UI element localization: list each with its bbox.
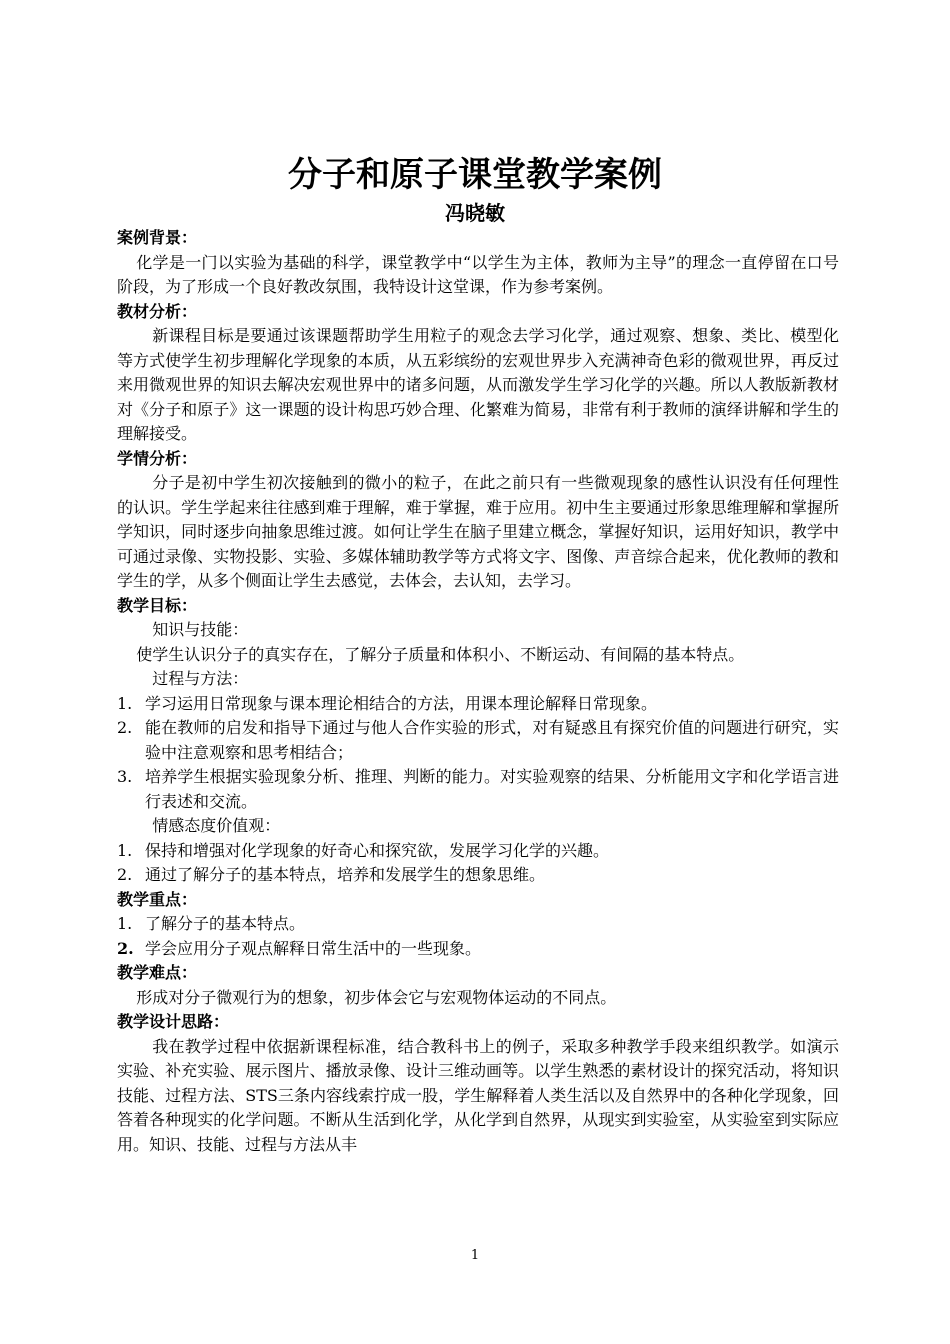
heading-difficulties: 教学难点：: [117, 963, 198, 982]
list-text: 保持和增强对化学现象的好奇心和探究欲，发展学习化学的兴趣。: [145, 840, 610, 860]
document-title: 分子和原子课堂教学案例: [288, 155, 662, 195]
label-knowledge: 知识与技能：: [152, 620, 249, 639]
list-text: 学习运用日常现象与课本理论相结合的方法，用课本理论解释日常现象。: [145, 693, 658, 713]
heading-background: 案例背景：: [117, 228, 198, 247]
label-process: 过程与方法：: [152, 669, 249, 688]
paragraph-students: 分子是初中学生初次接触到的微小的粒子，在此之前只有一些微观现象的感性认识没有任何理性的认识。学生学起来往往感到难于理解，难于掌握，难于应用。初中生主要通过形象思维理解和掌握所学知识，同时逐步向抽象思维过渡。如何让学生在脑子里建立概念，掌握好知识，运用好知识，教学中可通过录像、实物投影、实验、多媒体辅助教学等方式将文字、图像、声音综合起来，优化教师的教和学生的学，从多个侧面让学生去感觉，去体会，去认知，去学习。: [117, 473, 839, 590]
heading-goals: 教学目标：: [117, 595, 198, 615]
heading-material: 教材分析：: [117, 301, 198, 321]
list-item-key-2: [117, 937, 839, 962]
list-text: 了解分子的基本特点。: [145, 914, 306, 933]
paragraph-knowledge: 使学生认识分子的真实存在，了解分子质量和体积小、不断运动、有间隔的基本特点。: [136, 644, 745, 664]
heading-key-points: 教学重点：: [117, 889, 198, 909]
list-text: 培养学生根据实验现象分析、推理、判断的能力。对实验观察的结果、分析能用文字和化学语言进行表述和交流。: [145, 767, 839, 811]
list-number: 1.: [117, 840, 133, 860]
list-number: 2.: [117, 865, 133, 884]
list-item-process-2: [117, 716, 839, 765]
document-body: [117, 226, 839, 1157]
heading-design: 教学设计思路：: [117, 1012, 230, 1031]
list-item-process-3: [117, 765, 839, 814]
list-number: 3.: [117, 767, 133, 786]
author-name: 冯晓敏: [445, 201, 505, 225]
list-text: 学会应用分子观点解释日常生活中的一些现象。: [145, 938, 482, 958]
list-number: 2.: [117, 938, 134, 958]
list-text: 通过了解分子的基本特点，培养和发展学生的想象思维。: [145, 865, 546, 884]
list-item-key-1: [117, 912, 839, 937]
paragraph-difficulties: 形成对分子微观行为的想象，初步体会它与宏观物体运动的不同点。: [136, 987, 617, 1007]
list-number: 1.: [117, 914, 133, 933]
list-item-emotion-2: [117, 863, 839, 888]
label-emotion: 情感态度价值观：: [152, 816, 281, 835]
paragraph-design: 我在教学过程中依据新课程标准，结合教科书上的例子，采取多种教学手段来组织教学。如演示实验、补充实验、展示图片、播放录像、设计三维动画等。以学生熟悉的素材设计的探究活动，将知识技能、过程方法、STS三条内容线索拧成一股，学生解释着人类生活以及自然界中的各种化学现象，回答着各种现实的化学问题。不断从生活到化学，从化学到自然界，从现实到实验室，从实验室到实际应用。知识、技能、过程与方法从丰: [117, 1036, 839, 1154]
list-number: 2.: [117, 718, 133, 737]
list-item-process-1: [117, 692, 839, 717]
paragraph-background: 化学是一门以实验为基础的科学，课堂教学中“以学生为主体，教师为主导”的理念一直停留在口号阶段，为了形成一个良好教改氛围，我特设计这堂课，作为参考案例。: [117, 252, 839, 296]
list-number: 1.: [117, 693, 133, 713]
heading-students: 学情分析：: [117, 448, 198, 468]
list-text: 能在教师的启发和指导下通过与他人合作实验的形式，对有疑惑且有探究价值的问题进行研究，实验中注意观察和思考相结合；: [145, 718, 839, 762]
paragraph-material: 新课程目标是要通过该课题帮助学生用粒子的观念去学习化学，通过观察、想象、类比、模型化等方式使学生初步理解化学现象的本质，从五彩缤纷的宏观世界步入充满神奇色彩的微观世界，再反过来用微观世界的知识去解决宏观世界中的诸多问题，从而激发学生学习化学的兴趣。所以人教版新教材对《分子和原子》这一课题的设计构思巧妙合理、化繁难为简易，非常有利于教师的演绎讲解和学生的理解接受。: [117, 326, 839, 443]
page-number: 1: [470, 1248, 480, 1263]
list-item-emotion-1: [117, 839, 839, 864]
